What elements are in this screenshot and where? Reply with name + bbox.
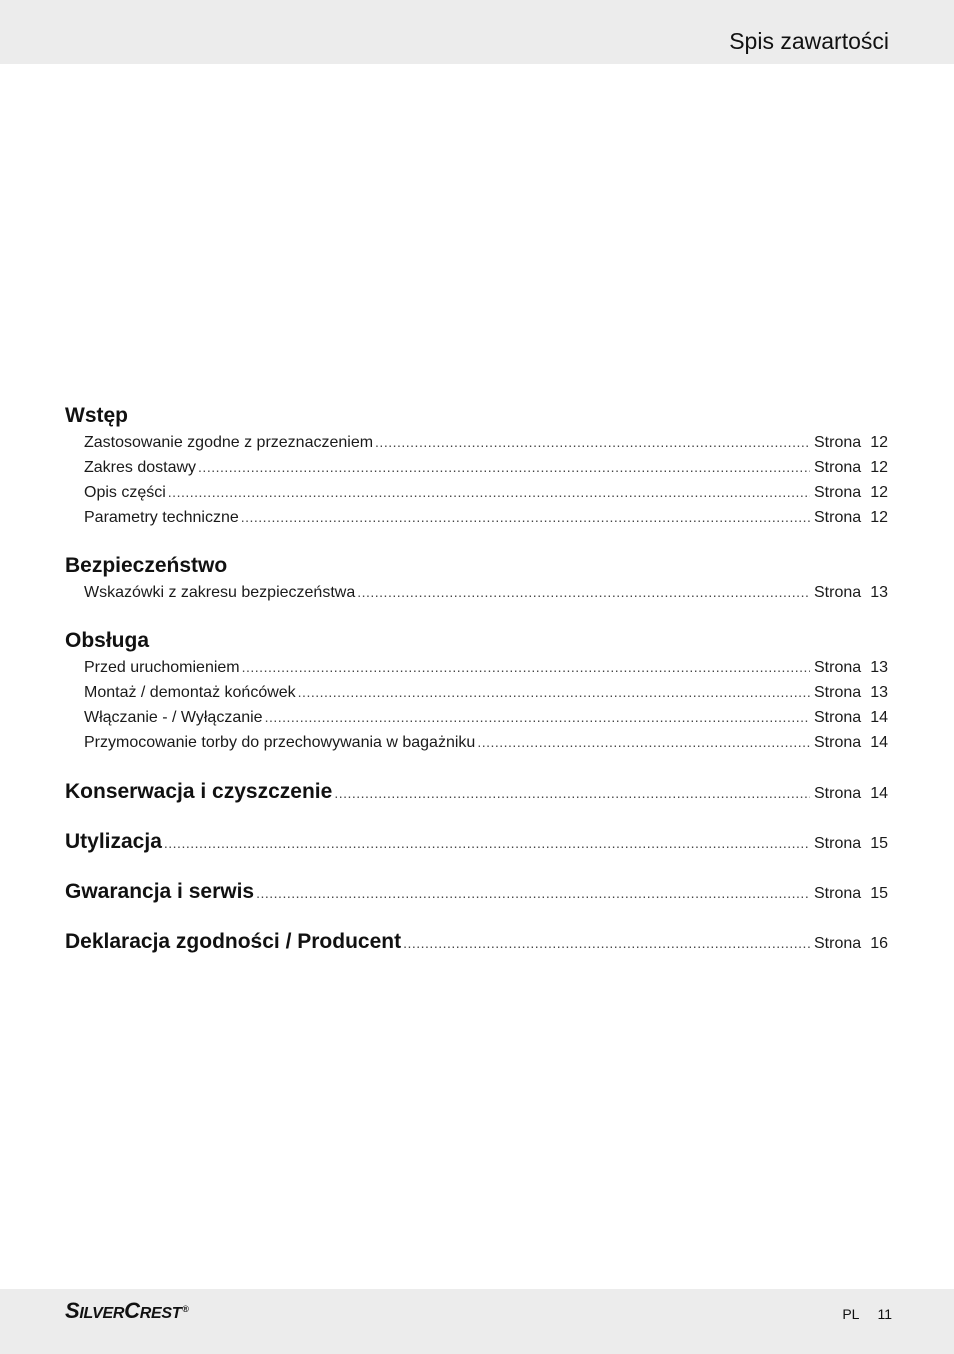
- header-bar: [0, 0, 954, 64]
- toc-major-entry[interactable]: [65, 917, 888, 967]
- toc-entry-label: Przed uruchomieniem: [84, 659, 240, 676]
- toc-major-label: Deklaracja zgodności / Producent: [65, 930, 402, 953]
- page-number: 15: [870, 885, 888, 902]
- section-heading: Bezpieczeństwo: [65, 554, 228, 577]
- toc-entry-label: Zastosowanie zgodne z przeznaczeniem: [84, 434, 374, 451]
- toc-entry[interactable]: [65, 680, 888, 705]
- page-number: 12: [870, 434, 888, 451]
- dot-leader: [477, 730, 810, 755]
- dot-leader: [256, 868, 810, 919]
- page-number: 15: [870, 835, 888, 852]
- toc-entry-label: Włączanie - / Wyłączanie: [84, 709, 263, 726]
- toc-entry[interactable]: [65, 455, 888, 480]
- toc-major-label: Utylizacja: [65, 830, 162, 853]
- toc-entry-label: Zakres dostawy: [84, 459, 197, 476]
- dot-leader: [164, 818, 810, 869]
- toc-entry[interactable]: [65, 505, 888, 530]
- dot-leader: [403, 918, 810, 969]
- toc-major-label: Konserwacja i czyszczenie: [65, 780, 333, 803]
- toc-section-intro: [65, 402, 888, 530]
- page-title: Spis zawartości: [729, 28, 889, 54]
- toc-major-entry[interactable]: [65, 767, 888, 817]
- dot-leader: [168, 480, 810, 505]
- toc-section-operation: [65, 627, 888, 755]
- page-word: Strona: [814, 885, 862, 902]
- page-word: Strona: [814, 509, 862, 526]
- toc-entry[interactable]: [65, 730, 888, 755]
- toc-entry[interactable]: [65, 655, 888, 680]
- dot-leader: [241, 505, 810, 530]
- toc-major-label: Gwarancja i serwis: [65, 880, 255, 903]
- page-word: Strona: [814, 659, 862, 676]
- page-word: Strona: [814, 709, 862, 726]
- page-number: 14: [870, 709, 888, 726]
- page-number: 16: [870, 935, 888, 952]
- page-word: Strona: [814, 835, 862, 852]
- toc-entry[interactable]: [65, 480, 888, 505]
- page-number: 14: [870, 785, 888, 802]
- dot-leader: [357, 580, 810, 605]
- toc-entry[interactable]: [65, 580, 888, 605]
- toc-entry-label: Parametry techniczne: [84, 509, 239, 526]
- toc-major-entry[interactable]: [65, 817, 888, 867]
- section-heading: Wstęp: [65, 404, 128, 427]
- page-number: 12: [870, 484, 888, 501]
- table-of-contents: [65, 402, 888, 967]
- dot-leader: [265, 705, 810, 730]
- brand-logo: SILVERCREST®: [65, 1298, 189, 1323]
- dot-leader: [242, 655, 810, 680]
- page-word: Strona: [814, 484, 862, 501]
- page-number: 13: [870, 684, 888, 701]
- page-number-footer: 11: [877, 1306, 892, 1322]
- toc-entry-label: Opis części: [84, 484, 166, 501]
- page-number: 12: [870, 459, 888, 476]
- page-word: Strona: [814, 434, 862, 451]
- toc-entry-label: Montaż / demontaż końcówek: [84, 684, 296, 701]
- page-word: Strona: [814, 459, 862, 476]
- page-word: Strona: [814, 935, 862, 952]
- page-word: Strona: [814, 785, 862, 802]
- page-word: Strona: [814, 584, 862, 601]
- toc-section-safety: [65, 552, 888, 605]
- toc-major-entries: [65, 767, 888, 967]
- page-number: 13: [870, 584, 888, 601]
- toc-entry-label: Przymocowanie torby do przechowywania w bagażniku: [84, 734, 476, 751]
- page-number: 14: [870, 734, 888, 751]
- section-heading: Obsługa: [65, 629, 150, 652]
- toc-entry[interactable]: [65, 705, 888, 730]
- dot-leader: [298, 680, 810, 705]
- page-word: Strona: [814, 684, 862, 701]
- dot-leader: [198, 455, 810, 480]
- page-number: 12: [870, 509, 888, 526]
- page-number: 13: [870, 659, 888, 676]
- language-code: PL: [842, 1306, 860, 1322]
- dot-leader: [334, 768, 810, 819]
- toc-entry[interactable]: [65, 430, 888, 455]
- dot-leader: [375, 430, 810, 455]
- footer-meta: [842, 1306, 892, 1322]
- page-word: Strona: [814, 734, 862, 751]
- toc-major-entry[interactable]: [65, 867, 888, 917]
- toc-entry-label: Wskazówki z zakresu bezpieczeństwa: [84, 584, 356, 601]
